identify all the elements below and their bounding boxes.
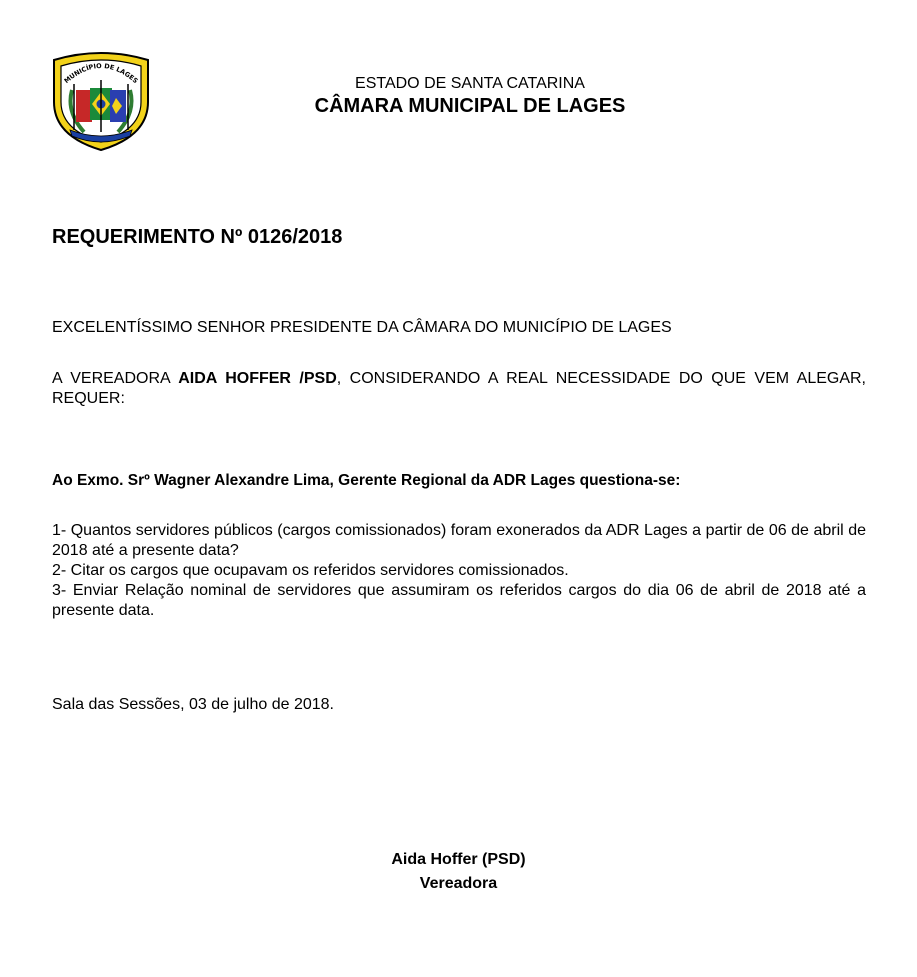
opening-suffix: , CONSIDERANDO A REAL NECESSIDADE DO QUE VEM ALEGAR, REQUER: [52,370,867,407]
question-item: 3- Enviar Relação nominal de servidores que assumiram os referidos cargos do dia 06 de abril de 2018 até a presente data. [52,582,866,619]
letterhead [230,74,710,118]
svg-text:MUNICÍPIO DE LAGES: MUNICÍPIO DE LAGES [62,61,140,86]
municipal-crest-logo [50,50,152,152]
question-item: 2- Citar os cargos que ocupavam os referidos servidores comissionados. [52,562,569,579]
signature-block [0,848,917,896]
councilor-name: AIDA HOFFER /PSD [178,370,337,387]
question-item: 1- Quantos servidores públicos (cargos comissionados) foram exonerados da ADR Lages a partir de 06 de abril de 2018 até a presente data? [52,522,866,559]
questions-list [52,521,866,621]
closing-place-date: Sala das Sessões, 03 de julho de 2018. [52,696,334,713]
signatory-name: Aida Hoffer (PSD) [391,851,526,868]
signatory-role: Vereadora [419,875,498,892]
document-title: REQUERIMENTO Nº 0126/2018 [52,226,343,248]
opening-paragraph [52,369,866,409]
salutation: EXCELENTÍSSIMO SENHOR PRESIDENTE DA CÂMARA DO MUNICÍPIO DE LAGES [52,319,672,336]
opening-prefix: A VEREADORA [52,370,179,387]
state-name: ESTADO DE SANTA CATARINA [355,75,585,92]
chamber-name: CÂMARA MUNICIPAL DE LAGES [314,95,626,117]
addressee-line: Ao Exmo. Srº Wagner Alexandre Lima, Gerente Regional da ADR Lages questiona-se: [52,472,681,489]
